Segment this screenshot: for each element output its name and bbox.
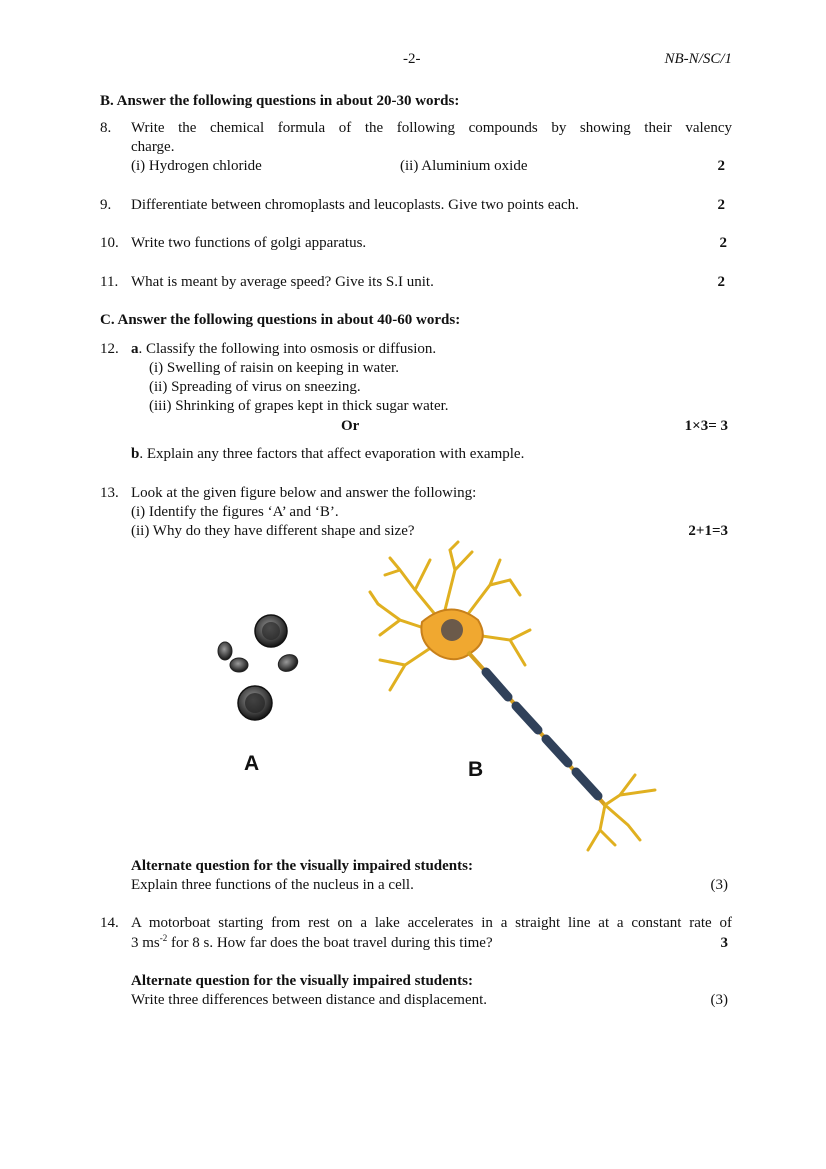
axon-terminals xyxy=(588,775,655,850)
question-number: 9. xyxy=(100,197,112,213)
question-part-1: (i) Hydrogen chloride xyxy=(131,158,262,174)
question-text: What is meant by average speed? Give its S.I unit. xyxy=(131,274,434,290)
figure-a-blood-cells xyxy=(205,605,305,725)
alternate-question-text: Write three differences between distance and displacement. xyxy=(131,992,488,1008)
nucleus xyxy=(441,619,463,641)
question-number: 11. xyxy=(100,274,119,290)
list-item: (iii) Shrinking of grapes kept in thick sugar water. xyxy=(149,398,449,414)
marks: (3) xyxy=(710,992,728,1008)
blood-cell xyxy=(218,642,232,660)
alternate-question-heading: Alternate question for the visually impaired students: xyxy=(131,858,473,874)
question-text: Look at the given figure below and answer the following: xyxy=(131,485,477,501)
or-separator: Or xyxy=(341,418,360,434)
question-text: Write two functions of golgi apparatus. xyxy=(131,235,367,251)
question-number: 8. xyxy=(100,120,112,136)
question-part-a xyxy=(131,340,436,359)
question-text-continued xyxy=(131,934,493,953)
marks: 2+1=3 xyxy=(688,523,728,539)
marks: (3) xyxy=(710,877,728,893)
section-b-heading: B. Answer the following questions in about 20-30 words: xyxy=(100,93,460,109)
part-text: . Classify the following into osmosis or diffusion. xyxy=(138,341,437,357)
marks: 2 xyxy=(717,158,725,174)
question-part-2: (ii) Aluminium oxide xyxy=(400,158,528,174)
figure-a-label: A xyxy=(244,752,260,775)
blood-cell xyxy=(230,658,248,672)
page-number: -2- xyxy=(403,51,421,67)
list-item: (ii) Spreading of virus on sneezing. xyxy=(149,379,361,395)
alternate-question-text: Explain three functions of the nucleus in a cell. xyxy=(131,877,414,893)
question-part-2: (ii) Why do they have different shape and size? xyxy=(131,523,415,539)
marks: 1×3= 3 xyxy=(684,418,728,434)
alternate-question-heading: Alternate question for the visually impaired students: xyxy=(131,973,473,989)
question-number: 12. xyxy=(100,341,119,357)
section-c-heading: C. Answer the following questions in about 40-60 words: xyxy=(100,312,461,328)
question-number: 14. xyxy=(100,915,119,931)
list-item: (i) Swelling of raisin on keeping in water. xyxy=(149,360,399,376)
question-text: Write the chemical formula of the following compounds by showing their valency xyxy=(131,120,732,136)
question-number: 10. xyxy=(100,235,119,251)
figure-b-label: B xyxy=(468,758,484,781)
marks: 2 xyxy=(717,197,725,213)
superscript: -2 xyxy=(159,933,168,943)
part-label: b xyxy=(131,446,140,462)
part-text: . Explain any three factors that affect evaporation with example. xyxy=(139,446,525,462)
question-part-b xyxy=(131,445,524,464)
question-text: Differentiate between chromoplasts and leucoplasts. Give two points each. xyxy=(131,197,579,213)
marks: 2 xyxy=(717,274,725,290)
marks: 2 xyxy=(719,235,727,251)
marks: 3 xyxy=(720,935,728,951)
paper-code: NB-N/SC/1 xyxy=(664,51,732,67)
figure-b-neuron xyxy=(360,540,680,860)
question-text: A motorboat starting from rest on a lake accelerates in a straight line at a constant rate of xyxy=(131,915,732,931)
text-segment: for 8 s. How far does the boat travel during this time? xyxy=(167,935,493,951)
text-segment: 3 ms xyxy=(131,935,160,951)
question-text-continued: charge. xyxy=(131,139,175,155)
part-label: a xyxy=(131,341,139,357)
blood-cell xyxy=(276,652,301,675)
question-part-1: (i) Identify the figures ‘A’ and ‘B’. xyxy=(131,504,339,520)
question-number: 13. xyxy=(100,485,119,501)
